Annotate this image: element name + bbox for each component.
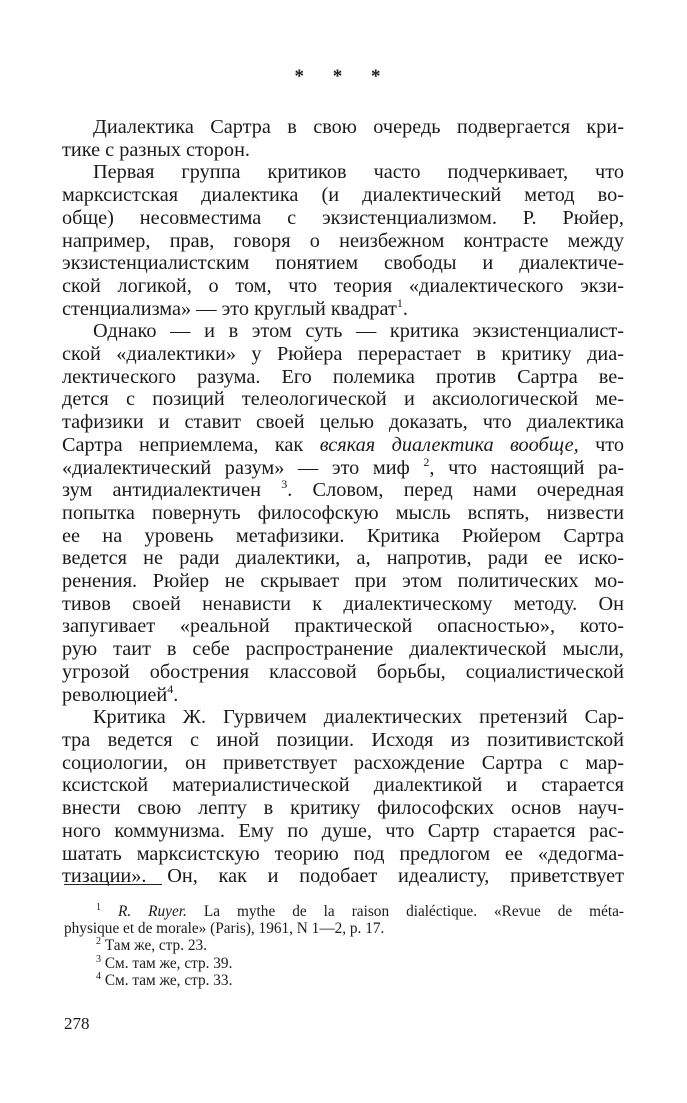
text-line: обще) несовместима с экзистенциализмом. Р. Рюйер, xyxy=(62,206,624,229)
text-line: Сартра неприемлема, как всякая диалектика вообще, что xyxy=(62,433,624,456)
footnote-ref[interactable]: 2 xyxy=(423,454,430,469)
text-line: «диалектический разум» — это миф $^2$, что настоящий ра- xyxy=(62,454,624,479)
text-line: ренения. Рюйер не скрывает при этом политических мо- xyxy=(62,570,624,593)
text-line: внести свою лепту в критику философских основ науч- xyxy=(62,797,624,820)
footnote-author: R. Ruyer. xyxy=(118,903,187,920)
footnote-ref[interactable]: 3 xyxy=(281,477,288,492)
page-number: 278 xyxy=(64,1014,90,1033)
text-line: революцией$^4$. xyxy=(62,681,179,706)
footnote-ref[interactable]: 4 xyxy=(167,681,174,696)
text-line: Первая группа критиков часто подчеркивает, что xyxy=(93,161,624,184)
text-line: социологии, он приветствует расхождение Сартра с мар- xyxy=(62,751,624,774)
text-line: запугивает «реальной практической опасностью», кото- xyxy=(62,615,624,638)
section-separator: * * * xyxy=(294,66,393,87)
text-line: марксистская диалектика (и диалектический метод во- xyxy=(62,184,624,207)
text-line: шатать марксистскую теорию под предлогом ее «дедогма- xyxy=(62,842,624,865)
text-line: ской «диалектики» у Рюйера перерастает в критику диа- xyxy=(62,343,624,366)
footnote-2: $^2$ Там же, стр. 23. xyxy=(96,936,207,955)
text-line: ее на уровень метафизики. Критика Рюйером Сартра xyxy=(62,524,624,547)
body-text xyxy=(62,116,624,888)
text-line: тизации». Он, как и подобает идеалисту, приветствует xyxy=(62,865,624,888)
text-line: тике с разных сторон. xyxy=(62,138,250,161)
footnote-3: $^3$ См. там же, стр. 39. xyxy=(96,953,233,972)
text-line: Однако — и в этом суть — критика экзистенциалист- xyxy=(93,320,624,343)
text-line: попытка повернуть философскую мысль вспять, низвести xyxy=(62,501,624,524)
text-line: ного коммунизма. Ему по душе, что Сартр старается рас- xyxy=(62,819,624,842)
text-line: тра ведется с иной позиции. Исходя из позитивистской xyxy=(62,728,624,751)
footnote-ref[interactable]: 1 xyxy=(396,295,403,310)
text-line: тивов своей ненависти к диалектическому методу. Он xyxy=(62,592,624,615)
text-line: Диалектика Сартра в свою очередь подвергается кри- xyxy=(93,116,624,138)
text-line: ксистской материалистической диалектикой и старается xyxy=(62,774,624,797)
italic-phrase: всякая диалектика вообще, xyxy=(319,433,579,456)
text-line: ведется не ради диалектики, а, напротив, ради ее иско- xyxy=(62,547,624,570)
footnote-divider xyxy=(64,884,162,885)
text-line: ской логикой, о том, что теория «диалектического экзи- xyxy=(62,274,624,297)
footnote-1-cont: physique et de morale» (Paris), 1961, N 1—2, p. 17. xyxy=(64,920,385,938)
footnote-4: $^4$ См. там же, стр. 33. xyxy=(96,970,233,989)
text-line: например, прав, говоря о неизбежном контрасте между xyxy=(62,229,624,252)
footnote-1: $^1$ R. Ruyer. La mythe de la raison dialéctique. «Revue de méta- xyxy=(96,901,625,920)
text-line: стенциализма» — это круглый квадрат$^1$. xyxy=(62,295,408,320)
text-line: зум антидиалектичен $^3$. Словом, перед нами очередная xyxy=(62,477,624,502)
text-line: Критика Ж. Гурвичем диалектических претензий Сар- xyxy=(93,706,624,729)
text-line: экзистенциалистским понятием свободы и диалектиче- xyxy=(62,252,624,275)
text-line: угрозой обострения классовой борьбы, социалистической xyxy=(62,660,624,683)
text-line: лектического разума. Его полемика против Сартра ве- xyxy=(62,365,624,388)
text-line: дется с позиций телеологической и аксиологической ме- xyxy=(62,388,624,411)
text-line: рую таит в себе распространение диалектической мысли, xyxy=(62,638,624,661)
text-line: тафизики и ставит своей целью доказать, что диалектика xyxy=(62,411,624,434)
footnotes xyxy=(64,903,624,989)
